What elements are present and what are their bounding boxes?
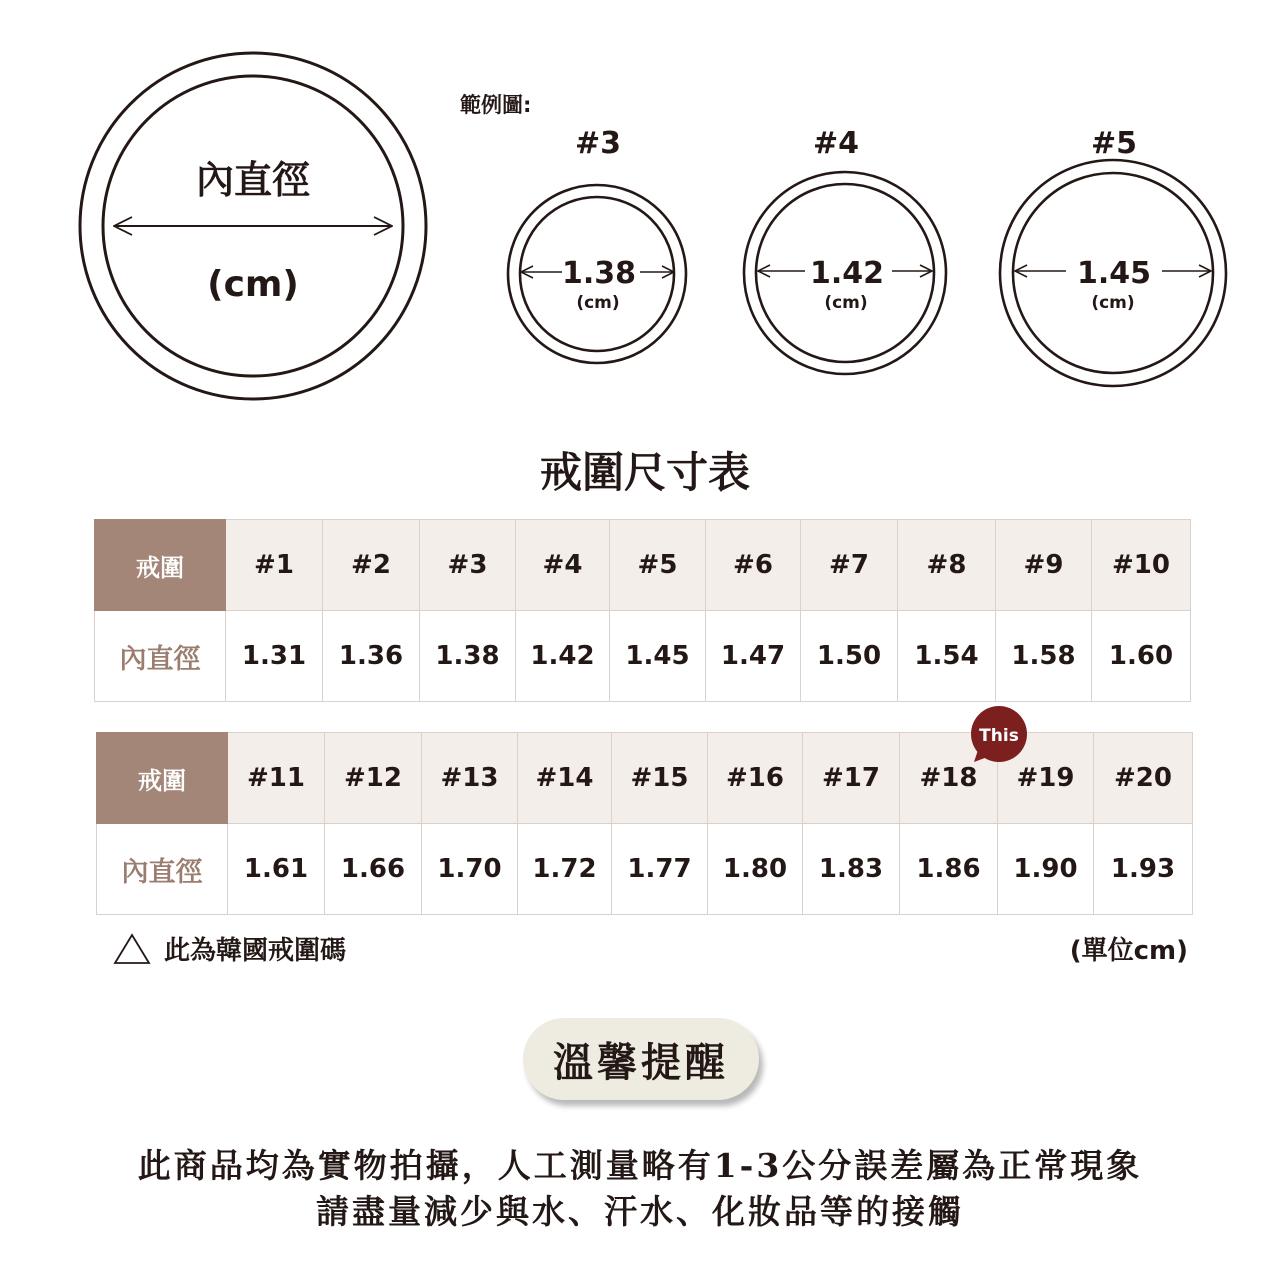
reminder-line-1: 此商品均為實物拍攝，人工測量略有1-3公分誤差屬為正常現象 bbox=[137, 1146, 1143, 1185]
size-cell: #11 bbox=[228, 733, 325, 824]
example-value: 1.42 bbox=[809, 256, 885, 291]
value-cell: 1.60 bbox=[1092, 611, 1191, 702]
reminder-title: 溫馨提醒 bbox=[523, 1018, 759, 1100]
value-cell: 1.77 bbox=[612, 824, 708, 915]
value-cell: 1.80 bbox=[708, 824, 803, 915]
size-cell: #16 bbox=[708, 733, 803, 824]
value-cell: 1.90 bbox=[998, 824, 1094, 915]
main-ring bbox=[80, 53, 426, 399]
size-cell: #1 bbox=[226, 520, 323, 611]
size-cell: #14 bbox=[518, 733, 612, 824]
size-cell: #12 bbox=[325, 733, 422, 824]
example-value: 1.38 bbox=[561, 256, 637, 291]
size-cell: #9 bbox=[996, 520, 1092, 611]
diameter-row bbox=[95, 611, 1191, 702]
example-unit: (cm) bbox=[576, 293, 620, 313]
size-cell: #7 bbox=[801, 520, 898, 611]
size-cell: #15 bbox=[612, 733, 708, 824]
example-size: #3 bbox=[574, 126, 622, 161]
korean-size-note bbox=[112, 930, 346, 967]
size-cell: #4 bbox=[516, 520, 610, 611]
size-cell: #18 bbox=[900, 733, 998, 824]
value-cell: 1.58 bbox=[996, 611, 1092, 702]
example-value: 1.45 bbox=[1076, 256, 1152, 291]
size-cell: #3 bbox=[420, 520, 516, 611]
value-cell: 1.47 bbox=[706, 611, 801, 702]
main-ring-unit: (cm) bbox=[207, 264, 299, 305]
this-marker-text: This bbox=[979, 726, 1019, 746]
header-cell: 戒圍 bbox=[97, 733, 228, 824]
example-ring-4 bbox=[744, 126, 946, 374]
value-cell: 1.93 bbox=[1094, 824, 1193, 915]
main-ring-title: 內直徑 bbox=[195, 158, 311, 202]
size-cell: #10 bbox=[1092, 520, 1191, 611]
value-cell: 1.83 bbox=[803, 824, 900, 915]
example-ring-5 bbox=[1000, 126, 1226, 386]
example-size: #4 bbox=[812, 126, 860, 161]
size-cell: #6 bbox=[706, 520, 801, 611]
note-text: 此為韓國戒圍碼 bbox=[164, 936, 347, 966]
value-cell: 1.50 bbox=[801, 611, 898, 702]
example-ring-3 bbox=[508, 126, 686, 363]
size-cell: #20 bbox=[1094, 733, 1193, 824]
value-cell: 1.38 bbox=[420, 611, 516, 702]
size-cell: #19 bbox=[998, 733, 1094, 824]
value-cell: 1.42 bbox=[516, 611, 610, 702]
value-cell: 1.86 bbox=[900, 824, 998, 915]
size-cell: #17 bbox=[803, 733, 900, 824]
size-table-1 bbox=[94, 519, 1191, 702]
size-cell: #8 bbox=[898, 520, 996, 611]
ring-diagram bbox=[0, 0, 1280, 420]
example-label: 範例圖: bbox=[460, 93, 532, 117]
value-cell: 1.61 bbox=[228, 824, 325, 915]
reminder-line-2: 請盡量減少與水、汗水、化妝品等的接觸 bbox=[316, 1192, 964, 1231]
value-cell: 1.54 bbox=[898, 611, 996, 702]
value-cell: 1.45 bbox=[610, 611, 706, 702]
size-cell: #5 bbox=[610, 520, 706, 611]
example-unit: (cm) bbox=[1091, 293, 1135, 313]
this-marker bbox=[966, 704, 1032, 764]
example-unit: (cm) bbox=[824, 293, 868, 313]
value-cell: 1.31 bbox=[226, 611, 323, 702]
label-cell: 內直徑 bbox=[95, 611, 226, 702]
unit-note: (單位cm) bbox=[1069, 936, 1188, 966]
value-cell: 1.36 bbox=[323, 611, 420, 702]
header-cell: 戒圍 bbox=[95, 520, 226, 611]
size-cell: #2 bbox=[323, 520, 420, 611]
warning-triangle-icon bbox=[112, 932, 152, 966]
value-cell: 1.70 bbox=[422, 824, 518, 915]
table-title: 戒圍尺寸表 bbox=[539, 448, 750, 497]
example-size: #5 bbox=[1090, 126, 1138, 161]
size-cell: #13 bbox=[422, 733, 518, 824]
value-cell: 1.66 bbox=[325, 824, 422, 915]
size-row bbox=[95, 520, 1191, 611]
label-cell: 內直徑 bbox=[97, 824, 228, 915]
diameter-row bbox=[97, 824, 1193, 915]
value-cell: 1.72 bbox=[518, 824, 612, 915]
